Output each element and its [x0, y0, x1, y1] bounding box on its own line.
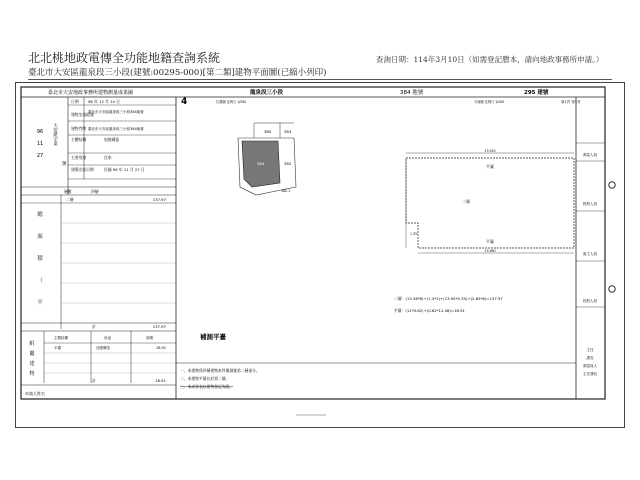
date-value: 96 年 12 月 14 日	[88, 99, 120, 104]
area-vert-char-5: 平	[37, 300, 43, 306]
punch-hole-2	[609, 286, 615, 292]
parcel-382-1-label: 382-1	[281, 189, 291, 193]
note-1: 一、本建物係四層建物本件僅測量第二層部分。	[180, 368, 260, 373]
document-subtitle: 臺北市大安區龍泉段三小段(建號:00295-000)[第二類]建物平面圖(已縮小列印)	[28, 68, 327, 78]
parcel-385-label: 385	[264, 129, 272, 134]
area-row-two-label: 二層	[66, 197, 74, 202]
stamp-label-4: 校對人員	[583, 299, 597, 303]
stamp-label-8: 主任課長	[583, 372, 597, 376]
aux-vert-char-1: 附	[29, 341, 35, 347]
stamp-label-1: 測量人員	[583, 153, 597, 157]
location-scale-label: 位置圖 比例尺 1/500	[216, 100, 247, 104]
structure-value: 加強磚造	[104, 137, 120, 142]
section-name: 龍泉段三小段	[250, 90, 284, 96]
aux-total-label: 計	[92, 378, 96, 383]
north-arrow-icon: 4	[181, 97, 188, 107]
usage-label: 主要用途	[71, 155, 87, 160]
address-label: 建物門牌	[71, 126, 87, 131]
area-vert-char-3: 積	[37, 256, 43, 262]
stamp-label-2: 核對人員	[583, 202, 597, 206]
usage-value: 住家	[104, 155, 112, 160]
formula-floor-two: 二層：(13.36*8)+(1.3*1)+(13.95*0.35)+(2.85*6)=137.97	[394, 296, 503, 301]
page-number: 第1頁 第1頁	[561, 100, 581, 104]
dimension-small: 1.35	[410, 232, 418, 236]
page-title: 北北桃地政電傳全功能地籍查詢系統	[28, 51, 221, 65]
aux-row1-structure: 加強磚造	[96, 346, 110, 350]
form-title: 臺北市大安地政事務所建物測量成果圖	[48, 90, 134, 96]
platform-bottom-label: 平臺	[486, 239, 494, 244]
aux-col-structure: 主體結構	[54, 336, 68, 340]
aux-col-area: 面積	[146, 336, 153, 340]
area-total-value: 137.97	[152, 324, 166, 329]
site-value: 臺北市大安區龍泉段三小段384地號	[88, 110, 144, 114]
address-value: 臺北市大安區龍泉段三小段384地號	[88, 127, 144, 131]
aux-vert-char-4: 物	[29, 371, 35, 377]
survey-form	[16, 83, 624, 427]
floor-plan-outline	[406, 158, 574, 248]
parcel-382-label: 382	[284, 161, 292, 166]
note-2: 二、本建物平臺位於第二層。	[180, 376, 230, 381]
reg-no-tail: 號	[62, 162, 67, 167]
area-total-label: 計	[92, 324, 96, 329]
completion-label: 建築完成日期	[71, 167, 94, 172]
area-row-two-value: 137.97	[152, 197, 166, 202]
stamp-label-3: 複丈人員	[583, 252, 597, 256]
punch-hole-1	[609, 182, 615, 188]
stamp-label-5: 主任	[586, 348, 594, 352]
platform-top-label: 平臺	[486, 164, 494, 169]
structure-label: 主體結構	[71, 137, 87, 142]
site-label: 建物坐落地號	[71, 112, 94, 117]
header-divider	[28, 79, 612, 80]
floor-two-label: 二層	[462, 199, 470, 204]
area-vert-char-2: 面	[37, 234, 43, 240]
aux-vert-char-2: 屬	[29, 351, 35, 357]
note-3: 三、本成果表以建物登記為限。	[180, 384, 234, 389]
supplement-survey-label: 補測平臺	[200, 333, 226, 341]
doc-no-month: 11	[36, 141, 44, 147]
completion-value: 民國 96 年 11 月 27 日	[104, 167, 145, 172]
doc-no-day: 27	[36, 153, 44, 159]
stamp-label-7: 測量員人	[583, 364, 597, 368]
building-survey-sheet	[15, 82, 625, 428]
aux-row1-type: 平臺	[54, 346, 61, 350]
query-date-note: 查詢日期：114年3月10日（如需登記謄本，請向地政事務所申請。）	[376, 55, 604, 64]
parcel-383-label: 383	[284, 129, 292, 134]
applicant-label: 申請人姓名	[25, 391, 45, 396]
doc-no-year: 96	[36, 129, 44, 135]
formula-platform: 平臺：(11*0.82)+(0.82*12.08)=18.91	[394, 308, 465, 313]
layers-label: 層數	[64, 189, 72, 194]
aux-vert-char-3: 建	[29, 361, 35, 367]
floor-scale-label: 平面圖 比例尺 1/200	[474, 100, 505, 104]
area-vert-char-4: （	[37, 278, 43, 284]
layers-value: 四層	[91, 189, 99, 194]
parcel-384-label: 384	[257, 161, 265, 166]
stamp-label-6: 課長	[586, 356, 594, 360]
area-vert-char-1: 總	[37, 212, 43, 218]
dimension-bottom: 13.960	[484, 249, 496, 253]
aux-total-value: 18.91	[155, 378, 166, 383]
aux-col-usage: 用途	[104, 336, 111, 340]
building-number: 295 建號	[524, 90, 549, 96]
date-label: 日期	[71, 99, 79, 104]
aux-row1-area: 18.91	[155, 346, 166, 350]
reg-no-vertical: 大安建字第	[52, 123, 58, 146]
land-number: 384 地號	[400, 90, 424, 96]
dimension-top: 13.910	[484, 149, 496, 153]
